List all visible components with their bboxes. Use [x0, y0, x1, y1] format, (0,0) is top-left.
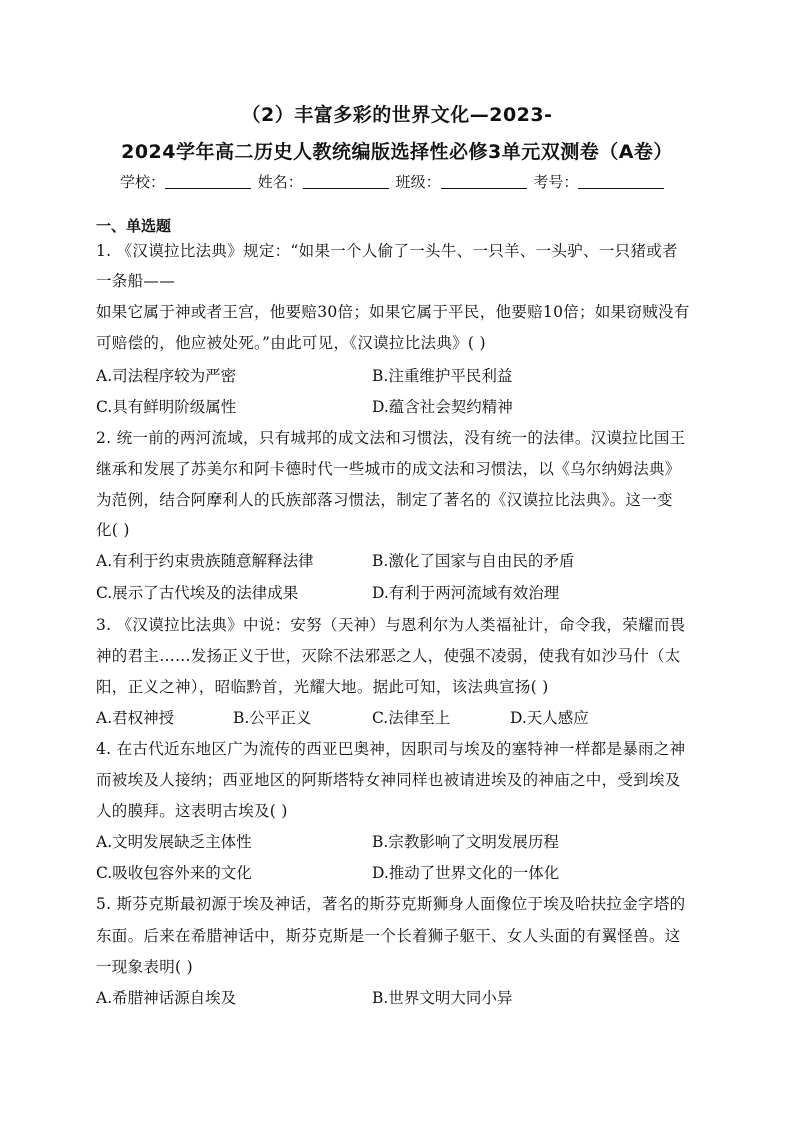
- question-2-option-c[interactable]: C.展示了古代埃及的法律成果: [96, 584, 299, 602]
- school-blank[interactable]: [165, 174, 251, 189]
- student-info-row: [120, 171, 666, 192]
- question-4-line-3: 人的膜拜。这表明古埃及( ): [96, 802, 288, 820]
- question-3-line-3: 阳，正义之神），昭临黔首，光耀大地。据此可知，该法典宣扬( ): [96, 678, 549, 696]
- question-4-option-d[interactable]: D.推动了世界文化的一体化: [372, 864, 560, 882]
- question-4-option-a[interactable]: A.文明发展缺乏主体性: [96, 833, 252, 851]
- question-1-option-d[interactable]: D.蕴含社会契约精神: [372, 398, 513, 416]
- question-2-option-a[interactable]: A.有利于约束贵族随意解释法律: [96, 552, 314, 570]
- question-5-line-1: 5. 斯芬克斯最初源于埃及神话，著名的斯芬克斯狮身人面像位于埃及哈扶拉金字塔的: [96, 895, 686, 913]
- question-3-option-a[interactable]: A.君权神授: [96, 709, 175, 727]
- question-5-option-a[interactable]: A.希腊神话源自埃及: [96, 989, 237, 1007]
- question-4-line-1: 4. 在古代近东地区广为流传的西亚巴奥神，因职司与埃及的塞特神一样都是暴雨之神: [96, 740, 686, 758]
- exam-number-blank[interactable]: [578, 174, 664, 189]
- school-label: 学校：: [120, 173, 166, 191]
- question-1-line-1: 1. 《汉谟拉比法典》规定：“如果一个人偷了一头牛、一只羊、一头驴、一只猪或者: [96, 242, 678, 260]
- question-4-line-2: 而被埃及人接纳；西亚地区的阿斯塔特女神同样也被请进埃及的神庙之中，受到埃及: [96, 771, 681, 789]
- question-4-option-b[interactable]: B.宗教影响了文明发展历程: [372, 833, 559, 851]
- exam-number-label: 考号：: [533, 173, 579, 191]
- section-heading: 一、单选题: [96, 217, 172, 235]
- question-3-option-b[interactable]: B.公平正义: [233, 709, 312, 727]
- class-label: 班级：: [395, 173, 441, 191]
- question-3-option-c[interactable]: C.法律至上: [372, 709, 451, 727]
- class-blank[interactable]: [441, 174, 527, 189]
- question-1-option-a[interactable]: A.司法程序较为严密: [96, 367, 237, 385]
- question-1-option-b[interactable]: B.注重维护平民利益: [372, 367, 513, 385]
- question-1-line-4: 可赔偿的，他应被处死。”由此可见，《汉谟拉比法典》( ): [96, 334, 486, 352]
- question-2-line-3: 为范例，结合阿摩利人的氏族部落习惯法，制定了著名的《汉谟拉比法典》。这一变: [96, 491, 673, 509]
- page-title-line-2: 2024学年高二历史人教统编版选择性必修3单元双测卷（A卷）: [121, 141, 673, 163]
- question-2-line-1: 2. 统一前的两河流域，只有城邦的成文法和习惯法，没有统一的法律。汉谟拉比国王: [96, 429, 686, 447]
- question-3-option-d[interactable]: D.天人感应: [510, 709, 589, 727]
- page-title-line-1: （2）丰富多彩的世界文化—2023-: [241, 104, 553, 126]
- question-5-line-2: 东面。后来在希腊神话中，斯芬克斯是一个长着狮子躯干、女人头面的有翼怪兽。这: [96, 927, 681, 945]
- question-1-line-3: 如果它属于神或者王宫，他要赔30倍；如果它属于平民，他要赔10倍；如果窃贼没有: [96, 303, 690, 321]
- question-1-line-2: 一条船——: [96, 272, 176, 290]
- question-2-option-b[interactable]: B.激化了国家与自由民的矛盾: [372, 552, 575, 570]
- name-label: 姓名：: [257, 173, 303, 191]
- question-4-option-c[interactable]: C.吸收包容外来的文化: [96, 864, 252, 882]
- question-2-option-d[interactable]: D.有利于两河流域有效治理: [372, 584, 560, 602]
- question-5-line-3: 一现象表明( ): [96, 958, 193, 976]
- question-3-line-2: 神的君主……发扬正义于世，灭除不法邪恶之人，使强不凌弱，使我有如沙马什（太: [96, 647, 681, 665]
- question-5-option-b[interactable]: B.世界文明大同小异: [372, 989, 513, 1007]
- name-blank[interactable]: [303, 174, 389, 189]
- question-2-line-2: 继承和发展了苏美尔和阿卡德时代一些城市的成文法和习惯法，以《乌尔纳姆法典》: [96, 460, 681, 478]
- question-3-line-1: 3. 《汉谟拉比法典》中说：安努（天神）与恩利尔为人类福祉计，命令我，荣耀而畏: [96, 616, 686, 634]
- question-1-option-c[interactable]: C.具有鲜明阶级属性: [96, 398, 237, 416]
- question-2-line-4: 化( ): [96, 521, 130, 539]
